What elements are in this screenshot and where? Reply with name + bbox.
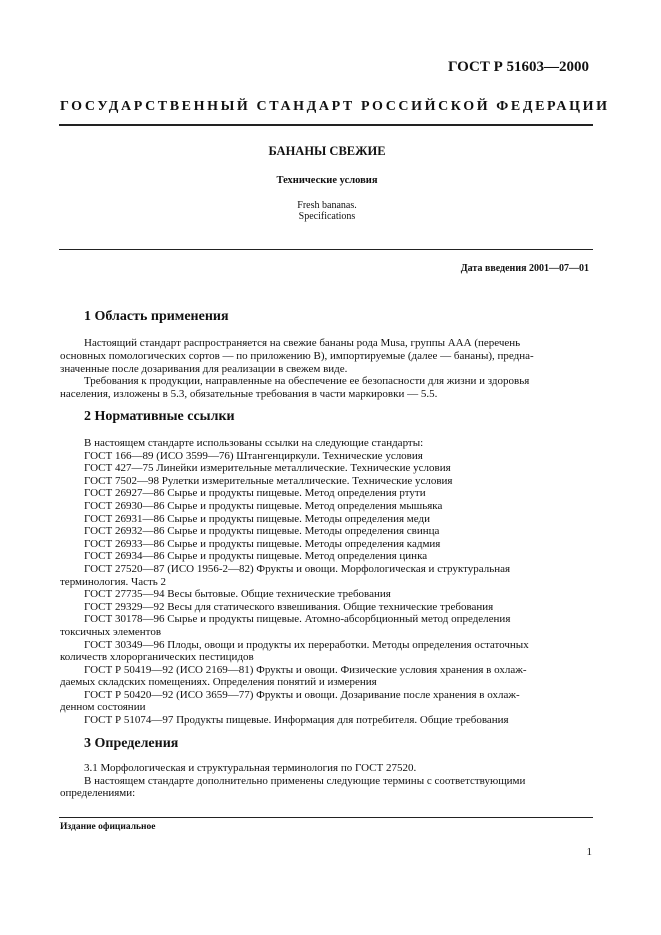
- reference-item: ГОСТ Р 51074—97 Продукты пищевые. Информация для потребителя. Общие требования: [84, 714, 509, 727]
- reference-item-continued: токсичных элементов: [60, 625, 162, 638]
- introduction-date: Дата введения 2001—07—01: [460, 263, 589, 274]
- document-subtitle: Технические условия: [276, 175, 378, 186]
- reference-item: ГОСТ 29329—92 Весы для статического взвешивания. Общие технические требования: [84, 600, 494, 613]
- reference-item: ГОСТ 26932—86 Сырье и продукты пищевые. Методы определения свинца: [84, 525, 440, 538]
- reference-item: ГОСТ 27520—87 (ИСО 1956-2—82) Фрукты и овощи. Морфологическая и структуральная: [84, 562, 511, 575]
- reference-item: ГОСТ 166—89 (ИСО 3599—76) Штангенциркули. Технические условия: [84, 449, 423, 462]
- reference-item: ГОСТ 30349—96 Плоды, овощи и продукты их переработки. Методы определения остаточных: [84, 638, 529, 651]
- english-title-line-1: Fresh bananas.: [297, 200, 357, 211]
- reference-item-continued: количеств хлорорганических пестицидов: [60, 651, 254, 664]
- title-rule: [59, 249, 593, 250]
- english-title: [60, 200, 594, 222]
- text-line: Требования к продукции, направленные на обеспечение ее безопасности для жизни и здоровья: [84, 375, 530, 388]
- reference-item: ГОСТ 7502—98 Рулетки измерительные металлические. Технические условия: [84, 474, 453, 487]
- reference-item: ГОСТ 27735—94 Весы бытовые. Общие технические требования: [84, 588, 391, 601]
- reference-item: ГОСТ 26934—86 Сырье и продукты пищевые. Метод определения цинка: [84, 550, 428, 563]
- reference-item: ГОСТ 26931—86 Сырье и продукты пищевые. Методы определения меди: [84, 512, 430, 525]
- header-rule: [59, 124, 593, 126]
- reference-item: ГОСТ 30178—96 Сырье и продукты пищевые. Атомно-абсорбционный метод определения: [84, 613, 511, 626]
- text-line: основных помологических сортов — по приложению В), импортируемые (далее — бананы), предна-: [60, 349, 534, 362]
- document-title: БАНАНЫ СВЕЖИЕ: [268, 144, 386, 158]
- definition-3-1: 3.1 Морфологическая и структуральная терминология по ГОСТ 27520.: [84, 762, 417, 774]
- section-3-heading: 3 Определения: [84, 736, 179, 751]
- reference-item-continued: даемых складских помещениях. Определения понятий и измерения: [60, 676, 377, 689]
- references-list: [60, 437, 593, 727]
- section-2-heading: 2 Нормативные ссылки: [84, 409, 235, 424]
- text-line: Настоящий стандарт распространяется на свежие бананы рода Musa, группы ААА (перечень: [84, 337, 521, 349]
- reference-item-continued: терминология. Часть 2: [60, 575, 167, 588]
- reference-item: ГОСТ 26930—86 Сырье и продукты пищевые. Метод определения мышьяка: [84, 499, 443, 512]
- reference-item-continued: денном состоянии: [60, 701, 146, 714]
- text-line: В настоящем стандарте дополнительно применены следующие термины с соответствующими: [84, 774, 526, 787]
- english-title-line-2: Specifications: [298, 211, 356, 222]
- reference-item: ГОСТ 26933—86 Сырье и продукты пищевые. Методы определения кадмия: [84, 537, 441, 550]
- text-line: определениями:: [60, 787, 136, 800]
- references-intro: В настоящем стандарте использованы ссылки на следующие стандарты:: [84, 437, 424, 449]
- reference-item: ГОСТ 26927—86 Сырье и продукты пищевые. Метод определения ртути: [84, 487, 426, 500]
- reference-item: ГОСТ Р 50420—92 (ИСО 3659—77) Фрукты и овощи. Дозаривание после хранения в охлаж-: [84, 688, 520, 701]
- text-line: значенные после дозаривания для реализации в свежем виде.: [60, 362, 348, 375]
- section-1-heading: 1 Область применения: [84, 309, 229, 324]
- footer-rule: [59, 817, 593, 818]
- state-standard-heading: ГОСУДАРСТВЕННЫЙ СТАНДАРТ РОССИЙСКОЙ ФЕДЕРАЦИИ: [60, 99, 610, 114]
- reference-item: ГОСТ Р 50419—92 (ИСО 2169—81) Фрукты и овощи. Физические условия хранения в охлаж-: [84, 663, 527, 676]
- gost-number: ГОСТ Р 51603—2000: [447, 59, 589, 75]
- page-number: 1: [586, 846, 592, 858]
- text-line: населения, изложены в 5.3, обязательные требования в части маркировки — 5.5.: [60, 388, 438, 401]
- section-3-body: [60, 762, 593, 800]
- section-1-paragraph-1: [60, 337, 593, 401]
- reference-item: ГОСТ 427—75 Линейки измерительные металлические. Технические условия: [84, 462, 451, 475]
- official-edition-label: Издание официальное: [60, 822, 156, 832]
